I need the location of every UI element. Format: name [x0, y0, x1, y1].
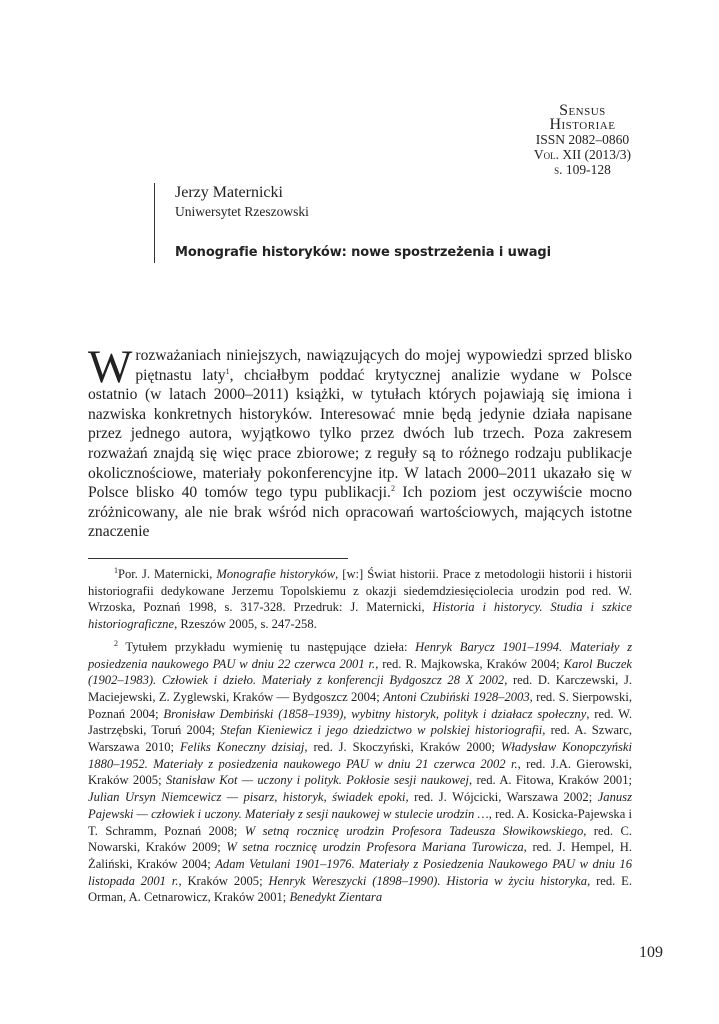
fn2-text: , red. A. Kosicka-Pajewska i T. Schramm, Poznań 2008;	[88, 806, 632, 838]
body-text-b: , chciałbym poddać krytycznej analizie wydane w Polsce ostatnio (w latach 2000–2011) książki, w tytułach których pojawiają się imiona i nazwiska konkretnych historyków. Interesować mnie będą jedynie działa napisane przez jednego autora, wyjątkowo tylko przez dwóch lub trzech. Poza zakresem rozważań znajdą się więc prace zbiorowe; z reguły są to różnego rodzaju publikacje okolicznościowe, materiały pokonferencyjne itp. W latach 2000–2011 ukazało się w Polsce blisko 40 tomów tego typu publikacji.	[88, 366, 632, 502]
fn2-italic: Julian Ursyn Niemcewicz — pisarz, historyk, świadek epoki	[88, 790, 406, 805]
fn1-text: Por. J. Maternicki,	[118, 567, 217, 581]
fn2-text: , red. R. Majkowska, Kraków 2004;	[375, 656, 564, 671]
fn2-text: , red. W. Jastrzębski, Toruń 2004;	[88, 706, 633, 738]
article-title: Monografie historyków: nowe spostrzeżenia i uwagi	[175, 245, 551, 260]
footnote-2-number: 2	[114, 638, 118, 648]
journal-volume: Vol. XII (2013/3)	[533, 147, 631, 162]
body-text-a: rozważaniach niniejszych, nawiązujących do mojej wypowiedzi sprzed blisko piętnastu laty	[135, 347, 632, 384]
footnote-2	[88, 639, 632, 906]
fn2-text: , red. J. Skoczyński, Kraków 2000;	[304, 740, 501, 755]
fn2-italic: Stefan Kieniewicz i jego dziedzictwo w polskiej historiografii	[220, 723, 543, 738]
journal-pages: s. 109-128	[554, 162, 611, 177]
fn2-text: , red. A. Fitowa, Kraków 2001;	[468, 773, 632, 788]
fn2-italic: Feliks Koneczny dzisiaj	[179, 740, 305, 755]
fn2-italic: Janusz Pajewski — człowiek i uczony. Materiały z sesji naukowej w stulecie urodzin …	[88, 790, 632, 821]
fn2-text: , red. A. Szwarc, Warszawa 2010;	[88, 723, 632, 755]
footnote-1	[88, 566, 632, 633]
fn2-italic: Antoni Czubiński 1928–2003	[383, 689, 530, 704]
fn2-italic: W setna rocznicę urodzin Profesora Mariana Turowicza	[226, 840, 524, 855]
fn2-italic: Henryk Wereszycki (1898–1990). Historia w życiu historyka	[268, 873, 588, 888]
fn2-text: Tytułem przykładu wymienię tu następujące dzieła:	[125, 639, 416, 654]
fn2-text: , red. S. Sierpowski, Poznań 2004;	[88, 689, 632, 721]
footnote-divider	[88, 558, 348, 559]
fn2-text: , red. J.A. Gierowski, Kraków 2005;	[88, 756, 632, 788]
page-number: 109	[639, 944, 663, 961]
author-block	[154, 183, 551, 263]
fn2-text: , red. J. Wójcicki, Warszawa 2002;	[405, 790, 598, 805]
fn1-italic: Monografie historyków	[216, 567, 336, 581]
fn2-italic: Bronisław Dembiński (1858–1939), wybitny historyk, polityk i działacz społeczny	[163, 706, 587, 721]
fn1-text: , Rzeszów 2005, s. 247-258.	[174, 617, 317, 632]
fn2-italic: W setną rocznicę urodzin Profesora Tadeusza Słowikowskiego	[244, 823, 584, 838]
footnote-ref-1[interactable]: 1	[225, 366, 230, 376]
journal-header	[534, 104, 631, 177]
fn2-italic: Adam Vetulani 1901–1976. Materiały z Posiedzenia Naukowego PAU w dniu 16 listopada 2001 r.	[88, 856, 632, 888]
fn2-italic: Karol Buczek (1902–1983). Człowiek i dzieło. Materiały z konferencji Bydgoszcz 28 X 2002	[88, 656, 633, 688]
fn2-italic: Henryk Barycz 1901–1994. Materiały z posiedzenia naukowego PAU w dniu 22 czerwca 2001 r.	[88, 639, 633, 671]
fn1-text: , [w:] Świat historii. Prace z metodologii historii i historii historiografii dedykowane Jerzemu Topolskiemu z okazji siedemdziesięciolecia urodzin pod red. W. Wrzoska, Poznań 1998, s. 317-328. Przedruk: J. Maternicki,	[88, 567, 633, 615]
footnotes	[88, 566, 632, 906]
author-name: Jerzy Maternicki	[175, 184, 283, 201]
journal-name-line2: Historiae	[549, 116, 616, 133]
body-text-c: Ich poziom jest oczywiście mocno zróżnicowany, ale nie brak wśród nich opracowań wartościowych, mających istotne znaczenie	[88, 484, 633, 541]
journal-name-line1: Sensus	[559, 102, 606, 119]
fn2-text: , red. J. Hempel, H. Żaliński, Kraków 2004;	[88, 840, 632, 871]
fn2-text: , red. E. Orman, A. Cetnarowicz, Kraków 2001;	[88, 873, 633, 905]
fn1-italic: Historia i historycy. Studia i szkice historiograficzne	[88, 600, 632, 632]
journal-issn: ISSN 2082–0860	[535, 132, 630, 147]
fn2-text: , red. C. Nowarski, Kraków 2009;	[88, 823, 632, 855]
fn2-italic: Władysław Konopczyński 1880–1952. Materiały z posiedzenia naukowego PAU w dniu 21 czerwca 2002 r.	[88, 740, 632, 771]
drop-cap: W	[88, 341, 133, 393]
author-affiliation: Uniwersytet Rzeszowski	[175, 204, 309, 219]
fn2-text: , Kraków 2005;	[178, 873, 269, 888]
footnote-1-number: 1	[114, 565, 118, 575]
footnote-ref-2[interactable]: 2	[390, 483, 395, 493]
fn2-text: , red. D. Karczewski, J. Maciejewski, Z. Zyglewski, Kraków — Bydgoszcz 2004;	[88, 673, 632, 704]
fn2-italic: Stanisław Kot — uczony i polityk. Pokłosie sesji naukowej	[165, 773, 469, 788]
fn2-italic: Benedykt Zientara	[289, 890, 383, 905]
body-paragraph	[88, 341, 633, 542]
